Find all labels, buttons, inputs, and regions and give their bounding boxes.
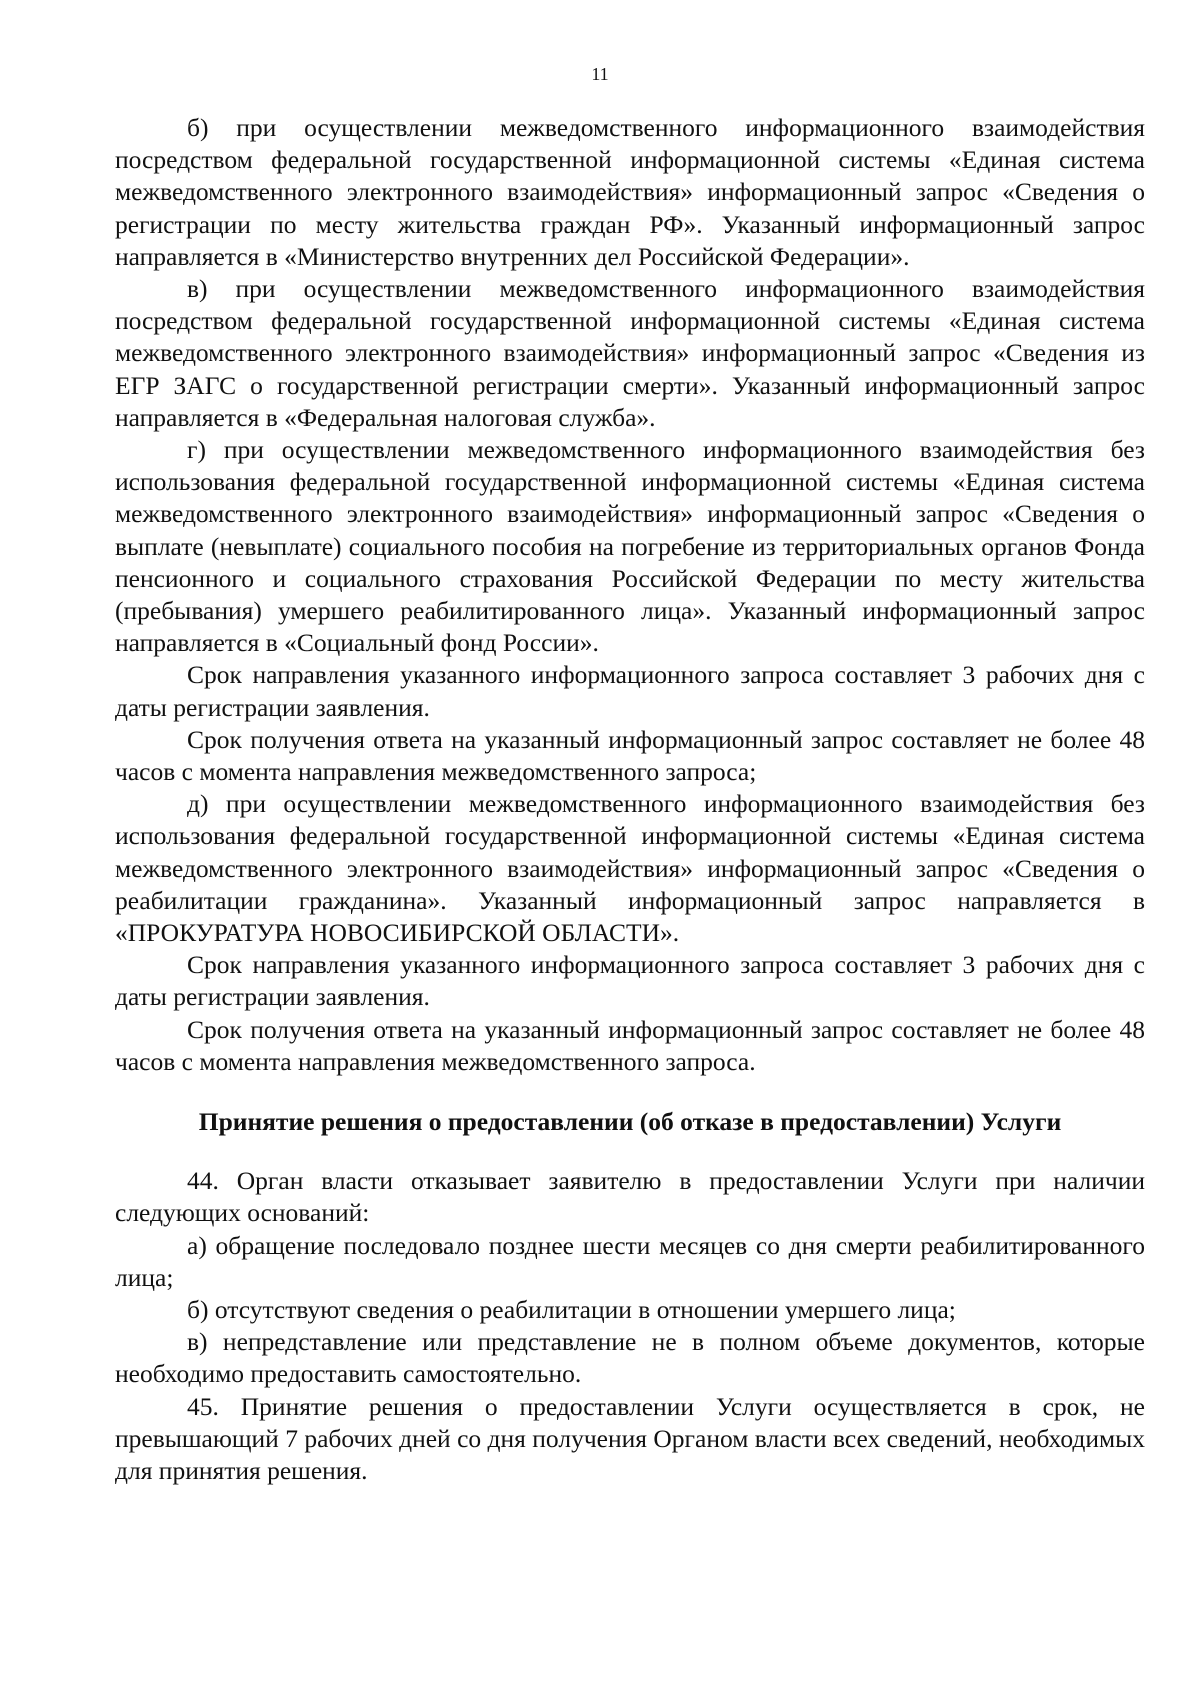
paragraph-44-refusal-grounds: 44. Орган власти отказывает заявителю в предоставлении Услуги при наличии следующих оснований: — [115, 1166, 1145, 1228]
paragraph-response-deadline: Срок получения ответа на указанный информационный запрос составляет не более 48 часов с момента направления межведомственного запроса; — [115, 724, 1145, 787]
paragraph-request-deadline: Срок направления указанного информационного запроса составляет 3 рабочих дня с даты регистрации заявления. — [115, 660, 1145, 722]
section-heading: Принятие решения о предоставлении (об отказе в предоставлении) Услуги — [198, 1107, 1062, 1137]
paragraph-g-sfr-request: г) при осуществлении межведомственного информационного взаимодействия без использования федеральной государственной информационной системы «Единая система межведомственного электронного взаимодействия» информационный запрос «Сведения о выплате (невыплате) социального пособия на погребение из территориальных органов Фонда пенсионного и социального страхования Российской Федерации по месту жительства (пребывания) умершего реабилитированного лица». Указанный информационный запрос направляется в «Социальный фонд России». — [115, 435, 1145, 658]
paragraph-v-zags-request: в) при осуществлении межведомственного информационного взаимодействия посредством федеральной государственной информационной системы «Единая система межведомственного электронного взаимодействия» информационный запрос «Сведения из ЕГР ЗАГС о государственной регистрации смерти». Указанный информационный запрос направляется в «Федеральная налоговая служба». — [115, 274, 1145, 432]
paragraph-45-decision-term: 45. Принятие решения о предоставлении Услуги осуществляется в срок, не превышающий 7 рабочих дней со дня получения Органом власти всех сведений, необходимых для принятия решения. — [115, 1391, 1145, 1485]
page-number: 11 — [591, 64, 609, 84]
paragraph-d-prosecutor-request: д) при осуществлении межведомственного информационного взаимодействия без использования федеральной государственной информационной системы «Единая система межведомственного электронного взаимодействия» информационный запрос «Сведения о реабилитации гражданина». Указанный информационный запрос направляется в «ПРОКУРАТУРА НОВОСИБИРСКОЙ ОБЛАСТИ». — [115, 789, 1145, 948]
paragraph-44-a: а) обращение последовало позднее шести месяцев со дня смерти реабилитированного лица; — [115, 1230, 1145, 1292]
document-body — [115, 112, 1145, 1487]
paragraph-44-b: б) отсутствуют сведения о реабилитации в отношении умершего лица; — [187, 1294, 956, 1324]
paragraph-response-deadline-2: Срок получения ответа на указанный информационный запрос составляет не более 48 часов с момента направления межведомственного запроса. — [115, 1014, 1145, 1076]
paragraph-44-v: в) непредставление или представление не в полном объеме документов, которые необходимо предоставить самостоятельно. — [115, 1327, 1145, 1389]
paragraph-b-mvd-request: б) при осуществлении межведомственного информационного взаимодействия посредством федеральной государственной информационной системы «Единая система межведомственного электронного взаимодействия» информационный запрос «Сведения о регистрации по месту жительства граждан РФ». Указанный информационный запрос направляется в «Министерство внутренних дел Российской Федерации». — [115, 113, 1145, 271]
paragraph-request-deadline-2: Срок направления указанного информационного запроса составляет 3 рабочих дня с даты регистрации заявления. — [115, 950, 1145, 1012]
